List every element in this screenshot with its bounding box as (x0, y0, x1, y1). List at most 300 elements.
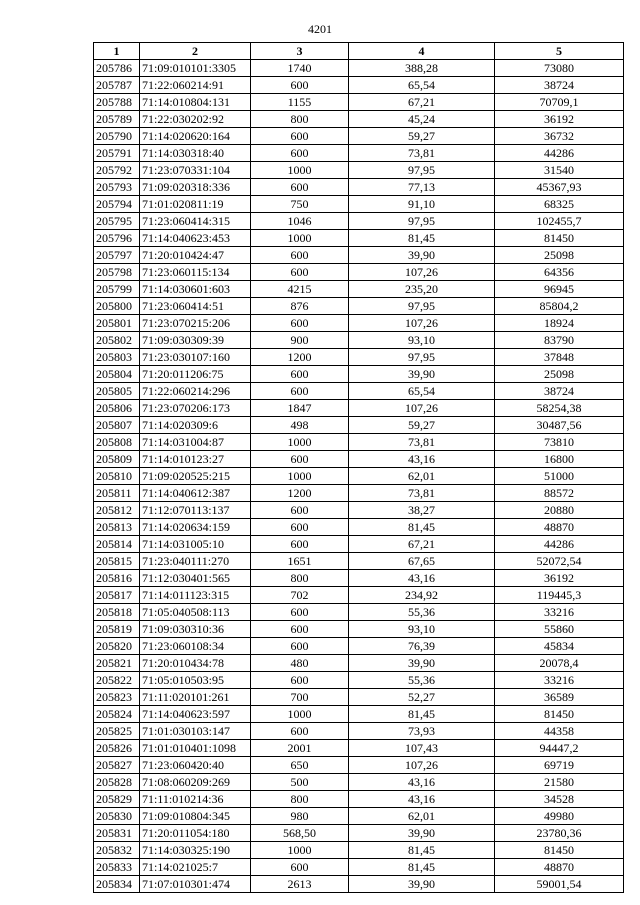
cadastral-number-cell: 71:20:010434:78 (140, 655, 251, 672)
cadastral-number-cell: 71:14:010804:131 (140, 94, 251, 111)
row-number-cell: 205805 (94, 383, 140, 400)
table-row (94, 247, 624, 264)
column-3-cell: 600 (251, 638, 349, 655)
row-number-cell: 205826 (94, 740, 140, 757)
column-4-cell: 39,90 (349, 876, 495, 893)
row-number-cell: 205813 (94, 519, 140, 536)
column-header-3: 3 (251, 43, 349, 60)
column-5-cell: 37848 (495, 349, 624, 366)
column-5-cell: 44286 (495, 536, 624, 553)
column-4-cell: 65,54 (349, 77, 495, 94)
column-5-cell: 70709,1 (495, 94, 624, 111)
column-3-cell: 1200 (251, 485, 349, 502)
cadastral-number-cell: 71:14:021025:7 (140, 859, 251, 876)
column-5-cell: 96945 (495, 281, 624, 298)
table-row (94, 162, 624, 179)
row-number-cell: 205794 (94, 196, 140, 213)
table-row (94, 60, 624, 77)
row-number-cell: 205798 (94, 264, 140, 281)
row-number-cell: 205834 (94, 876, 140, 893)
column-3-cell: 800 (251, 791, 349, 808)
cadastral-number-cell: 71:23:060108:34 (140, 638, 251, 655)
column-4-cell: 67,21 (349, 536, 495, 553)
row-number-cell: 205787 (94, 77, 140, 94)
table-row (94, 502, 624, 519)
cadastral-number-cell: 71:23:060414:51 (140, 298, 251, 315)
column-5-cell: 31540 (495, 162, 624, 179)
cadastral-number-cell: 71:14:010123:27 (140, 451, 251, 468)
row-number-cell: 205810 (94, 468, 140, 485)
cadastral-number-cell: 71:14:030318:40 (140, 145, 251, 162)
column-3-cell: 1000 (251, 162, 349, 179)
column-5-cell: 25098 (495, 366, 624, 383)
table-row (94, 757, 624, 774)
row-number-cell: 205807 (94, 417, 140, 434)
column-4-cell: 97,95 (349, 162, 495, 179)
column-5-cell: 33216 (495, 604, 624, 621)
table-row (94, 145, 624, 162)
column-5-cell: 55860 (495, 621, 624, 638)
cadastral-number-cell: 71:09:020525:215 (140, 468, 251, 485)
table-header-row (94, 43, 624, 60)
table-row (94, 349, 624, 366)
row-number-cell: 205829 (94, 791, 140, 808)
table-row (94, 451, 624, 468)
table-row (94, 842, 624, 859)
column-4-cell: 62,01 (349, 808, 495, 825)
table-row (94, 213, 624, 230)
table-row (94, 366, 624, 383)
row-number-cell: 205802 (94, 332, 140, 349)
column-3-cell: 1000 (251, 230, 349, 247)
column-3-cell: 980 (251, 808, 349, 825)
cadastral-number-cell: 71:09:030310:36 (140, 621, 251, 638)
cadastral-number-cell: 71:23:040111:270 (140, 553, 251, 570)
table-row (94, 706, 624, 723)
column-4-cell: 81,45 (349, 519, 495, 536)
cadastral-number-cell: 71:14:040623:453 (140, 230, 251, 247)
column-4-cell: 73,93 (349, 723, 495, 740)
row-number-cell: 205786 (94, 60, 140, 77)
column-5-cell: 81450 (495, 230, 624, 247)
column-5-cell: 102455,7 (495, 213, 624, 230)
table-row (94, 553, 624, 570)
column-3-cell: 900 (251, 332, 349, 349)
column-3-cell: 600 (251, 859, 349, 876)
row-number-cell: 205800 (94, 298, 140, 315)
page-number: 4201 (308, 22, 332, 36)
column-3-cell: 1651 (251, 553, 349, 570)
table-row (94, 604, 624, 621)
column-3-cell: 1155 (251, 94, 349, 111)
table-row (94, 94, 624, 111)
column-3-cell: 600 (251, 519, 349, 536)
column-4-cell: 55,36 (349, 604, 495, 621)
column-4-cell: 93,10 (349, 332, 495, 349)
column-5-cell: 119445,3 (495, 587, 624, 604)
cadastral-number-cell: 71:01:030103:147 (140, 723, 251, 740)
column-3-cell: 876 (251, 298, 349, 315)
column-4-cell: 81,45 (349, 706, 495, 723)
row-number-cell: 205806 (94, 400, 140, 417)
row-number-cell: 205832 (94, 842, 140, 859)
column-5-cell: 23780,36 (495, 825, 624, 842)
column-4-cell: 81,45 (349, 859, 495, 876)
cadastral-number-cell: 71:23:070331:104 (140, 162, 251, 179)
column-5-cell: 21580 (495, 774, 624, 791)
column-4-cell: 67,21 (349, 94, 495, 111)
column-5-cell: 36589 (495, 689, 624, 706)
table-row (94, 468, 624, 485)
column-4-cell: 107,26 (349, 315, 495, 332)
cadastral-number-cell: 71:14:030325:190 (140, 842, 251, 859)
column-3-cell: 500 (251, 774, 349, 791)
table-row (94, 825, 624, 842)
row-number-cell: 205792 (94, 162, 140, 179)
column-4-cell: 81,45 (349, 842, 495, 859)
column-5-cell: 45367,93 (495, 179, 624, 196)
cadastral-number-cell: 71:09:020318:336 (140, 179, 251, 196)
column-5-cell: 20078,4 (495, 655, 624, 672)
cadastral-number-cell: 71:22:060214:296 (140, 383, 251, 400)
table-row (94, 689, 624, 706)
column-header-4: 4 (349, 43, 495, 60)
table-row (94, 655, 624, 672)
column-4-cell: 43,16 (349, 451, 495, 468)
cadastral-number-cell: 71:11:010214:36 (140, 791, 251, 808)
column-3-cell: 1000 (251, 434, 349, 451)
row-number-cell: 205808 (94, 434, 140, 451)
column-3-cell: 600 (251, 621, 349, 638)
column-5-cell: 18924 (495, 315, 624, 332)
column-header-5: 5 (495, 43, 624, 60)
column-3-cell: 600 (251, 723, 349, 740)
column-3-cell: 1046 (251, 213, 349, 230)
column-5-cell: 44358 (495, 723, 624, 740)
column-3-cell: 1740 (251, 60, 349, 77)
row-number-cell: 205816 (94, 570, 140, 587)
table-row (94, 587, 624, 604)
column-3-cell: 480 (251, 655, 349, 672)
table-row (94, 230, 624, 247)
column-3-cell: 1000 (251, 842, 349, 859)
column-3-cell: 600 (251, 502, 349, 519)
column-5-cell: 85804,2 (495, 298, 624, 315)
column-4-cell: 43,16 (349, 774, 495, 791)
row-number-cell: 205790 (94, 128, 140, 145)
column-4-cell: 39,90 (349, 247, 495, 264)
table-row (94, 128, 624, 145)
column-5-cell: 51000 (495, 468, 624, 485)
column-3-cell: 1000 (251, 468, 349, 485)
column-3-cell: 600 (251, 247, 349, 264)
row-number-cell: 205793 (94, 179, 140, 196)
row-number-cell: 205814 (94, 536, 140, 553)
row-number-cell: 205796 (94, 230, 140, 247)
cadastral-number-cell: 71:09:010804:345 (140, 808, 251, 825)
column-3-cell: 600 (251, 366, 349, 383)
cadastral-number-cell: 71:11:020101:261 (140, 689, 251, 706)
column-5-cell: 49980 (495, 808, 624, 825)
cadastral-number-cell: 71:23:060115:134 (140, 264, 251, 281)
table-row (94, 111, 624, 128)
row-number-cell: 205812 (94, 502, 140, 519)
column-3-cell: 2001 (251, 740, 349, 757)
column-4-cell: 97,95 (349, 298, 495, 315)
column-5-cell: 20880 (495, 502, 624, 519)
column-3-cell: 750 (251, 196, 349, 213)
column-4-cell: 81,45 (349, 230, 495, 247)
column-3-cell: 600 (251, 264, 349, 281)
column-5-cell: 52072,54 (495, 553, 624, 570)
cadastral-number-cell: 71:14:031005:10 (140, 536, 251, 553)
table-row (94, 638, 624, 655)
column-header-1: 1 (94, 43, 140, 60)
column-4-cell: 38,27 (349, 502, 495, 519)
column-5-cell: 36192 (495, 111, 624, 128)
column-4-cell: 59,27 (349, 128, 495, 145)
column-3-cell: 1000 (251, 706, 349, 723)
column-3-cell: 1847 (251, 400, 349, 417)
cadastral-number-cell: 71:08:060209:269 (140, 774, 251, 791)
column-5-cell: 73080 (495, 60, 624, 77)
column-3-cell: 800 (251, 570, 349, 587)
cadastral-number-cell: 71:23:030107:160 (140, 349, 251, 366)
column-4-cell: 43,16 (349, 570, 495, 587)
column-3-cell: 1200 (251, 349, 349, 366)
column-4-cell: 107,43 (349, 740, 495, 757)
column-4-cell: 73,81 (349, 434, 495, 451)
column-5-cell: 81450 (495, 706, 624, 723)
column-3-cell: 600 (251, 145, 349, 162)
column-5-cell: 38724 (495, 77, 624, 94)
row-number-cell: 205825 (94, 723, 140, 740)
column-5-cell: 64356 (495, 264, 624, 281)
column-4-cell: 62,01 (349, 468, 495, 485)
column-5-cell: 36732 (495, 128, 624, 145)
column-5-cell: 30487,56 (495, 417, 624, 434)
column-5-cell: 81450 (495, 842, 624, 859)
row-number-cell: 205809 (94, 451, 140, 468)
table-row (94, 264, 624, 281)
cadastral-number-cell: 71:22:060214:91 (140, 77, 251, 94)
row-number-cell: 205799 (94, 281, 140, 298)
row-number-cell: 205797 (94, 247, 140, 264)
cadastral-number-cell: 71:05:010503:95 (140, 672, 251, 689)
column-3-cell: 4215 (251, 281, 349, 298)
cadastral-number-cell: 71:09:030309:39 (140, 332, 251, 349)
column-4-cell: 107,26 (349, 400, 495, 417)
column-5-cell: 44286 (495, 145, 624, 162)
column-4-cell: 93,10 (349, 621, 495, 638)
row-number-cell: 205824 (94, 706, 140, 723)
column-4-cell: 107,26 (349, 264, 495, 281)
row-number-cell: 205831 (94, 825, 140, 842)
cadastral-number-cell: 71:12:070113:137 (140, 502, 251, 519)
column-5-cell: 69719 (495, 757, 624, 774)
table-row (94, 672, 624, 689)
column-3-cell: 650 (251, 757, 349, 774)
cadastral-number-cell: 71:20:011206:75 (140, 366, 251, 383)
row-number-cell: 205828 (94, 774, 140, 791)
row-number-cell: 205811 (94, 485, 140, 502)
column-header-2: 2 (140, 43, 251, 60)
cadastral-number-cell: 71:01:020811:19 (140, 196, 251, 213)
cadastral-number-cell: 71:05:040508:113 (140, 604, 251, 621)
column-5-cell: 88572 (495, 485, 624, 502)
cadastral-number-cell: 71:20:011054:180 (140, 825, 251, 842)
column-3-cell: 700 (251, 689, 349, 706)
column-3-cell: 600 (251, 536, 349, 553)
table-row (94, 570, 624, 587)
column-5-cell: 45834 (495, 638, 624, 655)
column-3-cell: 600 (251, 604, 349, 621)
cadastral-number-cell: 71:23:070206:173 (140, 400, 251, 417)
column-5-cell: 59001,54 (495, 876, 624, 893)
row-number-cell: 205801 (94, 315, 140, 332)
cadastral-number-cell: 71:14:020620:164 (140, 128, 251, 145)
column-4-cell: 59,27 (349, 417, 495, 434)
row-number-cell: 205817 (94, 587, 140, 604)
table-row (94, 298, 624, 315)
cadastral-number-cell: 71:14:040612:387 (140, 485, 251, 502)
column-3-cell: 600 (251, 451, 349, 468)
column-4-cell: 91,10 (349, 196, 495, 213)
column-4-cell: 45,24 (349, 111, 495, 128)
column-5-cell: 73810 (495, 434, 624, 451)
row-number-cell: 205788 (94, 94, 140, 111)
table-row (94, 859, 624, 876)
table-row (94, 281, 624, 298)
cadastral-number-cell: 71:23:060414:315 (140, 213, 251, 230)
row-number-cell: 205820 (94, 638, 140, 655)
column-5-cell: 25098 (495, 247, 624, 264)
column-5-cell: 34528 (495, 791, 624, 808)
row-number-cell: 205833 (94, 859, 140, 876)
row-number-cell: 205819 (94, 621, 140, 638)
column-3-cell: 2613 (251, 876, 349, 893)
column-5-cell: 48870 (495, 859, 624, 876)
cadastral-number-cell: 71:14:040623:597 (140, 706, 251, 723)
row-number-cell: 205830 (94, 808, 140, 825)
table-row (94, 791, 624, 808)
column-3-cell: 600 (251, 77, 349, 94)
cadastral-number-cell: 71:14:020634:159 (140, 519, 251, 536)
column-3-cell: 600 (251, 128, 349, 145)
column-3-cell: 498 (251, 417, 349, 434)
table-row (94, 77, 624, 94)
table-row (94, 400, 624, 417)
column-3-cell: 702 (251, 587, 349, 604)
column-5-cell: 33216 (495, 672, 624, 689)
cadastral-number-cell: 71:20:010424:47 (140, 247, 251, 264)
row-number-cell: 205791 (94, 145, 140, 162)
column-3-cell: 568,50 (251, 825, 349, 842)
column-5-cell: 68325 (495, 196, 624, 213)
table-row (94, 774, 624, 791)
table-row (94, 808, 624, 825)
table-row (94, 536, 624, 553)
table-row (94, 315, 624, 332)
row-number-cell: 205789 (94, 111, 140, 128)
column-4-cell: 55,36 (349, 672, 495, 689)
column-4-cell: 65,54 (349, 383, 495, 400)
column-3-cell: 600 (251, 179, 349, 196)
table-row (94, 723, 624, 740)
row-number-cell: 205803 (94, 349, 140, 366)
column-3-cell: 600 (251, 383, 349, 400)
row-number-cell: 205815 (94, 553, 140, 570)
column-4-cell: 388,28 (349, 60, 495, 77)
table-row (94, 876, 624, 893)
table-row (94, 383, 624, 400)
column-5-cell: 36192 (495, 570, 624, 587)
table-row (94, 196, 624, 213)
column-4-cell: 39,90 (349, 655, 495, 672)
column-4-cell: 39,90 (349, 366, 495, 383)
column-5-cell: 38724 (495, 383, 624, 400)
row-number-cell: 205795 (94, 213, 140, 230)
column-4-cell: 107,26 (349, 757, 495, 774)
table-row (94, 519, 624, 536)
row-number-cell: 205827 (94, 757, 140, 774)
table-row (94, 332, 624, 349)
column-4-cell: 73,81 (349, 145, 495, 162)
column-5-cell: 83790 (495, 332, 624, 349)
row-number-cell: 205818 (94, 604, 140, 621)
table-row (94, 740, 624, 757)
column-4-cell: 97,95 (349, 349, 495, 366)
table-body (94, 60, 624, 893)
table-row (94, 621, 624, 638)
column-4-cell: 77,13 (349, 179, 495, 196)
column-5-cell: 94447,2 (495, 740, 624, 757)
cadastral-number-cell: 71:14:011123:315 (140, 587, 251, 604)
column-4-cell: 67,65 (349, 553, 495, 570)
table-row (94, 179, 624, 196)
cadastral-number-cell: 71:22:030202:92 (140, 111, 251, 128)
cadastral-number-cell: 71:09:010101:3305 (140, 60, 251, 77)
row-number-cell: 205804 (94, 366, 140, 383)
column-4-cell: 76,39 (349, 638, 495, 655)
table-row (94, 485, 624, 502)
row-number-cell: 205823 (94, 689, 140, 706)
cadastral-number-cell: 71:12:030401:565 (140, 570, 251, 587)
column-4-cell: 234,92 (349, 587, 495, 604)
column-5-cell: 48870 (495, 519, 624, 536)
row-number-cell: 205822 (94, 672, 140, 689)
cadastral-number-cell: 71:23:060420:40 (140, 757, 251, 774)
data-table (93, 42, 624, 893)
table-row (94, 417, 624, 434)
column-4-cell: 235,20 (349, 281, 495, 298)
column-4-cell: 97,95 (349, 213, 495, 230)
column-3-cell: 600 (251, 672, 349, 689)
table-row (94, 434, 624, 451)
cadastral-number-cell: 71:14:030601:603 (140, 281, 251, 298)
column-4-cell: 52,27 (349, 689, 495, 706)
cadastral-number-cell: 71:23:070215:206 (140, 315, 251, 332)
cadastral-number-cell: 71:14:020309:6 (140, 417, 251, 434)
row-number-cell: 205821 (94, 655, 140, 672)
column-4-cell: 73,81 (349, 485, 495, 502)
column-5-cell: 16800 (495, 451, 624, 468)
column-4-cell: 43,16 (349, 791, 495, 808)
cadastral-number-cell: 71:14:031004:87 (140, 434, 251, 451)
column-3-cell: 800 (251, 111, 349, 128)
column-4-cell: 39,90 (349, 825, 495, 842)
column-3-cell: 600 (251, 315, 349, 332)
